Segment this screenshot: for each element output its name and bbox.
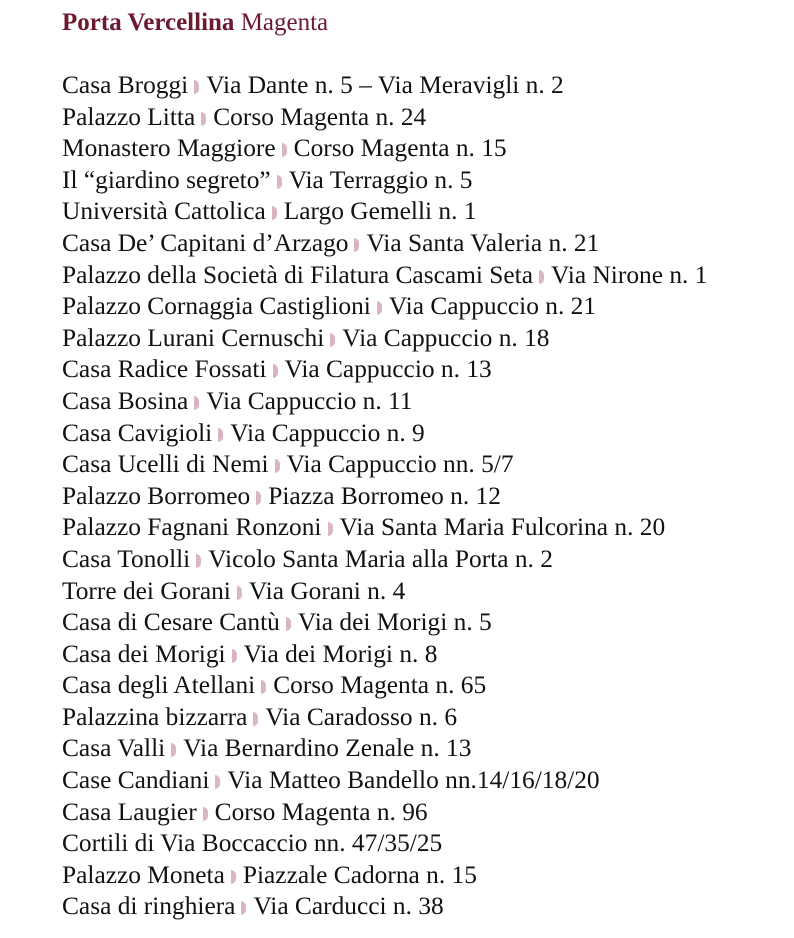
landmark-name: Casa Broggi — [62, 71, 189, 99]
landmark-address: Via Matteo Bandello nn.14/16/18/20 — [227, 766, 600, 795]
list-item — [62, 891, 794, 923]
landmark-name: Casa Radice Fossati — [62, 355, 267, 384]
list-item — [62, 797, 794, 829]
half-circle-bullet-icon — [231, 870, 236, 884]
list-item — [62, 607, 794, 639]
half-circle-bullet-icon — [277, 175, 282, 189]
landmark-address: Via Cappuccio n. 18 — [342, 323, 550, 352]
list-item — [62, 133, 794, 165]
list-item — [62, 828, 794, 860]
landmark-name: Casa De’ Capitani d’Arzago — [62, 228, 349, 257]
half-circle-bullet-icon — [241, 901, 246, 915]
landmark-name: Palazzo Moneta — [62, 860, 225, 889]
landmark-address: Via Cappuccio n. 21 — [388, 292, 597, 321]
landmark-name: Torre dei Gorani — [62, 576, 231, 605]
landmark-address: Corso Magenta n. 24 — [213, 102, 427, 131]
landmark-name: Università Cattolica — [62, 197, 266, 226]
landmark-address: Piazzale Cadorna n. 15 — [242, 860, 477, 889]
landmark-address: Via Santa Maria Fulcorina n. 20 — [339, 513, 666, 542]
landmark-address: Via Cappuccio n. 13 — [284, 355, 492, 384]
list-item — [62, 512, 794, 544]
list-item — [62, 386, 794, 418]
list-item — [62, 354, 794, 386]
list-item — [62, 544, 794, 576]
half-circle-bullet-icon — [218, 428, 223, 442]
list-item — [62, 765, 794, 797]
section-heading — [62, 8, 794, 38]
landmark-name: Palazzo Borromeo — [62, 481, 251, 510]
landmark-address: Via Nirone n. 1 — [550, 260, 708, 289]
landmark-name: Il “giardino segreto” — [62, 165, 271, 194]
landmark-address: Piazza Borromeo n. 12 — [268, 481, 501, 510]
landmark-address: Via dei Morigi n. 5 — [297, 608, 492, 637]
half-circle-bullet-icon — [194, 396, 199, 410]
landmark-address: Corso Magenta n. 15 — [293, 134, 507, 163]
landmark-name: Palazzo Fagnani Ronzoni — [62, 513, 322, 542]
landmark-address: Via Carducci n. 38 — [253, 892, 444, 921]
half-circle-bullet-icon — [328, 522, 333, 536]
list-item — [62, 449, 794, 481]
list-item — [62, 102, 794, 134]
landmark-address: Corso Magenta n. 65 — [273, 671, 487, 700]
half-circle-bullet-icon — [273, 364, 278, 378]
half-circle-bullet-icon — [275, 459, 280, 473]
list-item — [62, 418, 794, 450]
landmark-address: Via Cappuccio n. 11 — [206, 386, 413, 415]
landmark-name: Casa Laugier — [62, 797, 197, 826]
landmark-name: Palazzo Litta — [62, 102, 196, 131]
list-item — [62, 481, 794, 513]
half-circle-bullet-icon — [201, 112, 206, 126]
half-circle-bullet-icon — [203, 807, 208, 821]
half-circle-bullet-icon — [237, 586, 242, 600]
half-circle-bullet-icon — [377, 301, 382, 315]
landmark-name: Casa dei Morigi — [62, 639, 226, 668]
landmark-address: Largo Gemelli n. 1 — [283, 197, 477, 226]
document-page — [62, 8, 794, 923]
list-item — [62, 670, 794, 702]
heading-area: Magenta — [240, 9, 329, 36]
half-circle-bullet-icon — [232, 649, 237, 663]
half-circle-bullet-icon — [215, 775, 220, 789]
landmark-name: Casa di Cesare Cantù — [62, 608, 280, 637]
landmark-address: Corso Magenta n. 96 — [214, 797, 428, 826]
half-circle-bullet-icon — [272, 206, 277, 220]
half-circle-bullet-icon — [196, 554, 201, 568]
landmark-name: Case Candiani — [62, 766, 210, 795]
landmark-address: Vicolo Santa Maria alla Porta n. 2 — [208, 544, 553, 573]
landmark-address: Via Cappuccio n. 9 — [230, 418, 425, 447]
landmark-address: Via Gorani n. 4 — [248, 576, 406, 605]
half-circle-bullet-icon — [256, 491, 261, 505]
half-circle-bullet-icon — [286, 617, 291, 631]
list-item — [62, 260, 794, 292]
half-circle-bullet-icon — [282, 143, 287, 157]
landmark-name: Cortili di Via Boccaccio nn. 47/35/25 — [62, 829, 443, 858]
list-item — [62, 70, 794, 102]
landmark-address: Via Santa Valeria n. 21 — [366, 228, 600, 257]
landmark-name: Monastero Maggiore — [62, 134, 276, 163]
landmark-address: Via Cappuccio nn. 5/7 — [286, 450, 514, 479]
landmark-name: Palazzina bizzarra — [62, 702, 248, 731]
list-item — [62, 323, 794, 355]
landmark-name: Casa Bosina — [62, 386, 189, 415]
half-circle-bullet-icon — [354, 238, 359, 252]
half-circle-bullet-icon — [539, 270, 544, 284]
landmark-name: Casa Ucelli di Nemi — [62, 450, 269, 479]
half-circle-bullet-icon — [261, 680, 266, 694]
list-item — [62, 576, 794, 608]
landmark-name: Casa di ringhiera — [62, 892, 236, 921]
landmark-name: Casa Valli — [62, 734, 166, 763]
list-item — [62, 860, 794, 892]
list-item — [62, 228, 794, 260]
landmark-name: Palazzo Cornaggia Castiglioni — [62, 292, 371, 321]
landmark-address: Via Dante n. 5 – Via Meravigli n. 2 — [206, 71, 564, 99]
half-circle-bullet-icon — [330, 333, 335, 347]
landmark-name: Palazzo della Società di Filatura Cascami Seta — [62, 260, 533, 289]
landmark-name: Casa degli Atellani — [62, 671, 256, 700]
half-circle-bullet-icon — [194, 80, 199, 94]
list-item — [62, 702, 794, 734]
landmark-name: Casa Cavigioli — [62, 418, 213, 447]
landmark-list — [62, 70, 794, 923]
landmark-address: Via dei Morigi n. 8 — [243, 639, 438, 668]
landmark-name: Casa Tonolli — [62, 544, 191, 573]
landmark-address: Via Caradosso n. 6 — [265, 702, 458, 731]
half-circle-bullet-icon — [253, 712, 258, 726]
heading-district: Porta Vercellina — [62, 9, 235, 36]
landmark-address: Via Terraggio n. 5 — [288, 165, 473, 194]
half-circle-bullet-icon — [171, 743, 176, 757]
list-item — [62, 639, 794, 671]
list-item — [62, 291, 794, 323]
list-item — [62, 733, 794, 765]
landmark-address: Via Bernardino Zenale n. 13 — [183, 734, 472, 763]
list-item — [62, 165, 794, 197]
landmark-name: Palazzo Lurani Cernuschi — [62, 323, 325, 352]
list-item — [62, 196, 794, 228]
